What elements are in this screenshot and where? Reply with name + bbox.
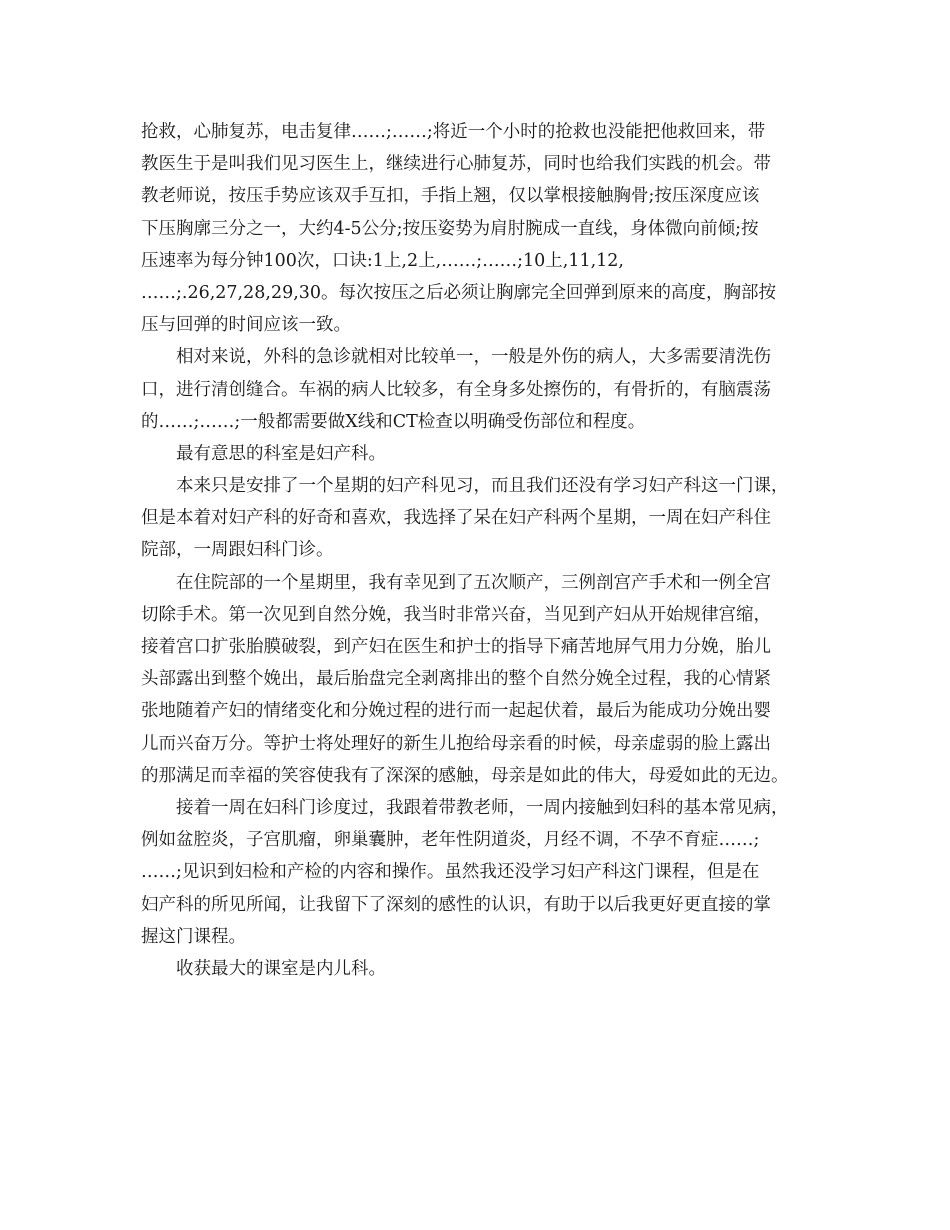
document-body [141, 116, 841, 985]
text-line: ……;见识到妇检和产检的内容和操作。虽然我还没学习妇产科这门课程，但是在 [141, 862, 760, 883]
text-line: 握这门课程。 [141, 926, 246, 947]
text-line: 院部，一周跟妇科门诊。 [141, 540, 334, 561]
text-line: 张地随着产妇的情绪变化和分娩过程的进行而一起起伏着，最后为能成功分娩出婴 [141, 701, 771, 722]
text-line: 例如盆腔炎，子宫肌瘤，卵巢囊肿，老年性阴道炎，月经不调，不孕不育症……; [141, 830, 760, 851]
text-line: 压与回弹的时间应该一致。 [141, 315, 351, 336]
text-line: 教老师说，按压手势应该双手互扣，手指上翘，仅以掌根接触胸骨;按压深度应该 [141, 186, 760, 207]
text-line: 妇产科的所见所闻，让我留下了深刻的感性的认识，有助于以后我更好更直接的掌 [141, 894, 771, 915]
paragraph-first-line: 收获最大的课室是内儿科。 [176, 958, 386, 979]
paragraph-first-line: 本来只是安排了一个星期的妇产科见习，而且我们还没有学习妇产科这一门课， [176, 476, 789, 497]
text-line: 的那满足而幸福的笑容使我有了深深的感触，母亲是如此的伟大，母爱如此的无边。 [141, 765, 789, 786]
paragraph-first-line: 相对来说，外科的急诊就相对比较单一，一般是外伤的病人，大多需要清洗伤 [176, 347, 771, 368]
text-line: 口，进行清创缝合。车祸的病人比较多，有全身多处擦伤的，有骨折的，有脑震荡 [141, 379, 771, 400]
text-line: 切除手术。第一次见到自然分娩，我当时非常兴奋，当见到产妇从开始规律宫缩， [141, 604, 771, 625]
paragraph-first-line: 在住院部的一个星期里，我有幸见到了五次顺产，三例剖宫产手术和一例全宫 [176, 572, 771, 593]
text-line: 但是本着对妇产科的好奇和喜欢，我选择了呆在妇产科两个星期，一周在妇产科住 [141, 508, 771, 529]
text-line: 儿而兴奋万分。等护士将处理好的新生儿抱给母亲看的时候，母亲虚弱的脸上露出 [141, 733, 771, 754]
text-line: 下压胸廓三分之一，大约4-5公分;按压姿势为肩肘腕成一直线，身体微向前倾;按 [141, 218, 759, 239]
text-line: ……;.26,27,28,29,30。每次按压之后必须让胸廓完全回弹到原来的高度，胸部按 [141, 282, 777, 303]
paragraph-first-line: 最有意思的科室是妇产科。 [176, 443, 386, 464]
text-line: 抢救，心肺复苏，电击复律……;……;将近一个小时的抢救也没能把他救回来，带 [141, 122, 766, 142]
text-line: 教医生于是叫我们见习医生上，继续进行心肺复苏，同时也给我们实践的机会。带 [141, 154, 771, 175]
text-line: 头部露出到整个娩出，最后胎盘完全剥离排出的整个自然分娩全过程，我的心情紧 [141, 669, 771, 690]
text-line: 压速率为每分钟100次，口诀:1上,2上,……;……;10上,11,12, [141, 250, 624, 271]
text-line: 接着宫口扩张胎膜破裂，到产妇在医生和护士的指导下痛苦地屏气用力分娩，胎儿 [141, 637, 771, 657]
paragraph-first-line: 接着一周在妇科门诊度过，我跟着带教老师，一周内接触到妇科的基本常见病， [176, 797, 789, 818]
text-line: 的……;……;一般都需要做X线和CT检查以明确受伤部位和程度。 [141, 411, 646, 432]
